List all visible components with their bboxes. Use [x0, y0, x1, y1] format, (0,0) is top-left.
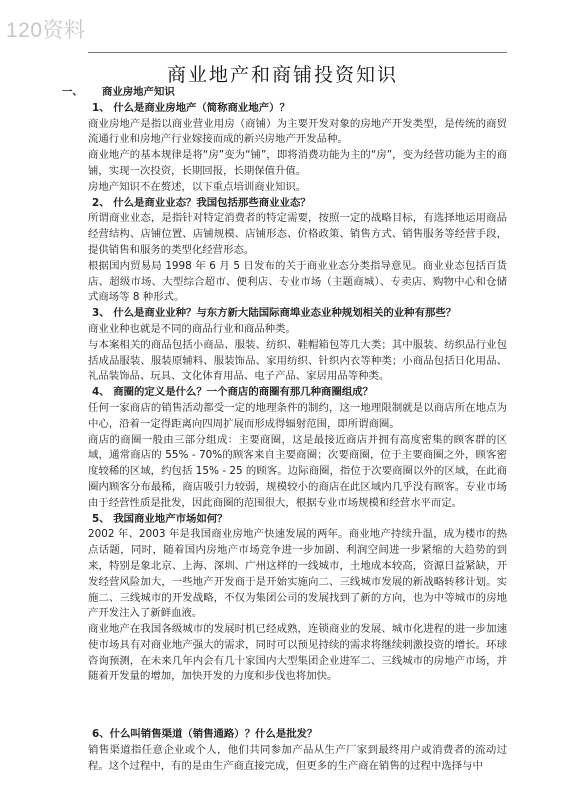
question-heading: 5、 我国商业地产市场如何？ [92, 512, 228, 525]
paragraph: 与本案相关的商品包括小商品、服装、纺织、鞋帽箱包等几大类；其中服装、纺织品行业包括成品服装、服装原辅料、服装饰品、家用纺织、针织内衣等种类；小商品包括日化用品、礼品装饰品、玩具、文化体育用品、电子产品、家居用品等种类。 [88, 338, 507, 383]
question-heading: 1、 什么是商业房地产（简称商业地产）？ [92, 101, 290, 114]
question-heading: 2、 什么是商业业态？我国包括那些商业业态？ [92, 196, 311, 209]
paragraph: 房地产知识不在赘述，以下重点培训商业知识。 [88, 180, 307, 193]
paragraph: 商业房地产是指以商业营业用房（商铺）为主要开发对象的房地产开发类型，是传统的商贸流通行业和房地产行业嫁接而成的新兴房地产开发品种。 [88, 117, 507, 146]
paragraph: 2002 年、2003 年是我国商业房地产快速发展的两年。商业地产持续升温，成为楼市的热点话题，同时，随着国内房地产市场竞争进一步加剧、利润空间进一步紧缩的大趋势的到来，特别是象北京、上海、深圳、广州这样的一线城市，土地成本较高，资源日益紧缺，开发经营风险加大，一些地产开发商于是开始实施向二、三线城市发展的新战略转移计划。实施二、三线城市的开发战略，不仅为集团公司的发展找到了新的方向，也为中等城市的房地产开发注入了新鲜血液。 [88, 528, 507, 620]
paragraph: 所谓商业业态，是指针对特定消费者的特定需要，按照一定的战略目标，有选择地运用商品经营结构、店铺位置、店铺规模、店铺形态、价格政策、销售方式、销售服务等经营手段，提供销售和服务的类型化经营形态。 [88, 212, 507, 256]
question-heading: 4、 商圈的定义是什么？一个商店的商圈有那几种商圈组成？ [92, 386, 374, 399]
paragraph: 销售渠道指任意企业或个人，他们共同参加产品从生产厂家到最终用户或消费者的流动过程。这个过程中，有的是由生产商直接完成，但更多的生产商在销售的过程中选择与中 [88, 744, 507, 772]
paragraph: 商业地产的基本规律是将“房”变为“铺”，即将消费功能为主的“房”，变为经营功能为主的商铺，实现一次投资，长期回报，长期保值升值。 [88, 149, 507, 177]
question-heading: 3、 什么是商业业种？与东方新大陆国际商埠业态业种规划相关的业种有那些？ [92, 307, 457, 320]
paragraph: 任何一家商店的销售活动都受一定的地理条件的制约，这一地理限制就是以商店所在地点为中心，沿着一定得距离向四周扩展而形成得辐射范围，即所谓商圈。 [88, 401, 507, 430]
section-label: 商业房地产知识 [102, 86, 175, 98]
header-rule [88, 52, 507, 53]
paragraph: 商店的商圈一般由三部分组成：主要商圈，这是最接近商店并拥有高度密集的顾客群的区域，通常商店的 55% - 70%的顾客来自主要商圈；次要商圈，位于主要商圈之外，顾客密度较稀的区域，约包括 15% - 25 的顾客。边际商圈，指位于次要商圈以外的区域，在此商圈内顾客分布最稀，商店吸引力较弱，规模较小的商店在此区域内几乎没有顾客。专业市场由于经营性质是批发，因此商圈的范围很大，根据专业市场规模和经营水平而定。 [88, 433, 507, 509]
section-heading [62, 85, 507, 101]
section-number: 一、 [62, 86, 83, 98]
page-title: 商业地产和商铺投资知识 [166, 64, 398, 86]
paragraph: 商业地产在我国各级城市的发展时机已经成熟，连锁商业的发展、城市化进程的进一步加速使市场具有对商业地产强大的需求，同时可以预见持续的需求将继续刺激投资的增长。环球咨询预测，在未来几年内会有几十家国内大型集团企业进军二、三线城市的房地产市场，并随着开发量的增加，加快开发的力度和步伐也将加快。 [88, 623, 507, 683]
spacer [88, 685, 507, 727]
paragraph: 根据国内贸易局 1998 年 6 月 5 日发布的关于商业业态分类指导意见。商业业态包括百货店、超级市场、大型综合超市、便利店、专业市场（主题商城）、专卖店、购物中心和仓储式商场等 8 种形式。 [88, 259, 507, 304]
watermark: 120资料 [6, 19, 86, 42]
question-heading: 6、什么叫销售渠道（销售通路）？什么是批发？ [92, 728, 318, 741]
paragraph: 商业业种也就是不同的商品行业和商品种类。 [88, 322, 296, 335]
document-body [62, 85, 507, 775]
